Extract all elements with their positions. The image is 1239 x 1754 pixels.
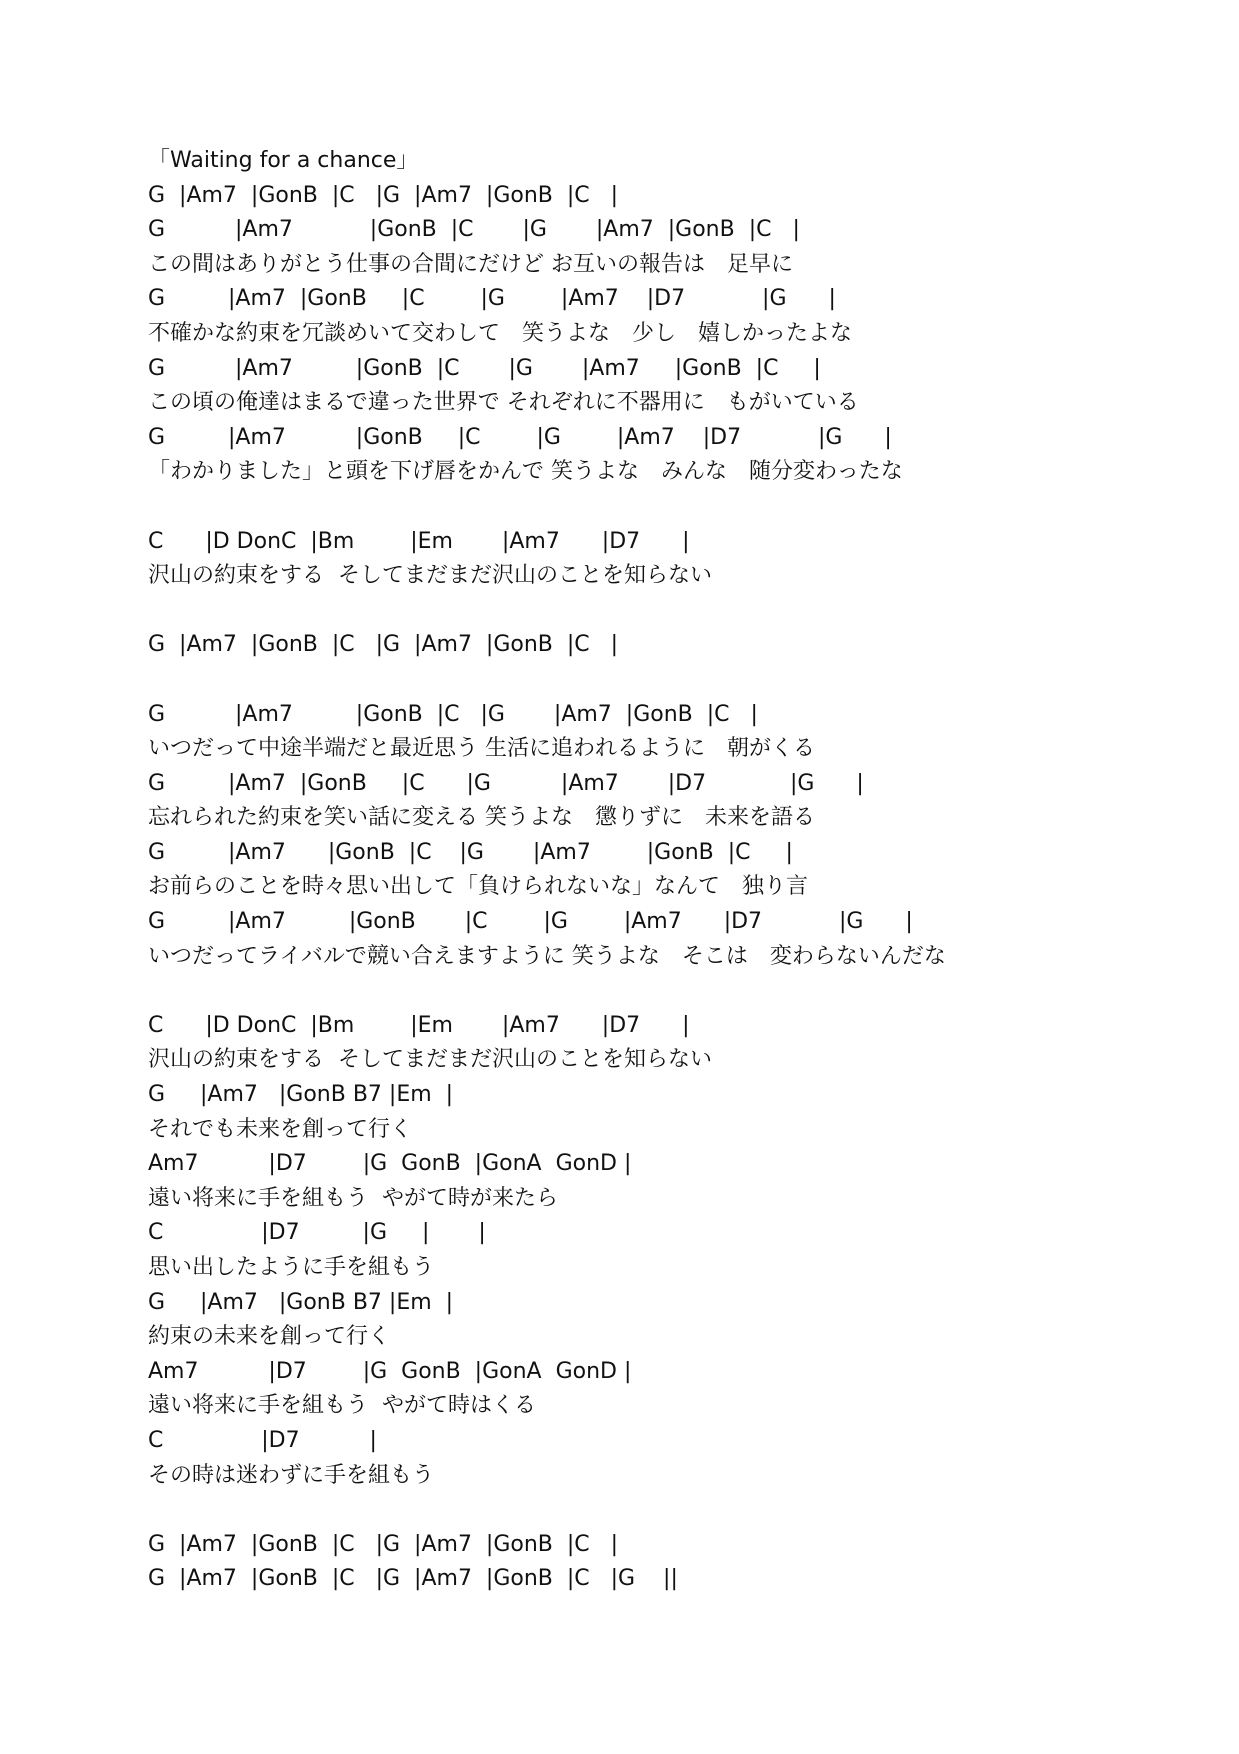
lyric-line: それでも未来を創って行く — [148, 1116, 413, 1142]
blank-line — [148, 974, 1208, 1009]
chord-line: C |D7 | — [148, 1427, 377, 1453]
song-body — [148, 179, 1208, 1597]
lyric-line: 約束の未来を創って行く — [148, 1324, 391, 1350]
chord-line: G |Am7 |GonB |C |G |Am7 |GonB |C | — [148, 632, 619, 658]
chord-line: C |D DonC |Bm |Em |Am7 |D7 | — [148, 528, 690, 554]
lyric-line: この間はありがとう仕事の合間にだけど お互いの報告は 足早に — [148, 251, 793, 277]
lyric-line: この頃の俺達はまるで違った世界で それぞれに不器用に もがいている — [148, 390, 859, 416]
lyric-line: 遠い将来に手を組もう やがて時が来たら — [148, 1185, 558, 1211]
chord-line: C |D DonC |Bm |Em |Am7 |D7 | — [148, 1012, 690, 1038]
lyric-line: 不確かな約束を冗談めいて交わして 笑うよな 少し 嬉しかったよな — [148, 320, 853, 346]
song-sheet — [148, 144, 1208, 1597]
chord-line: G |Am7 |GonB |C |G |Am7 |GonB |C | — [148, 839, 793, 865]
chord-line: G |Am7 |GonB |C |G |Am7 |D7 |G | — [148, 424, 892, 450]
chord-line: G |Am7 |GonB |C |G |Am7 |GonB |C | — [148, 1531, 619, 1557]
chord-line: G |Am7 |GonB |C |G |Am7 |D7 |G | — [148, 909, 913, 935]
song-title: 「Waiting for a chance」 — [148, 148, 419, 173]
lyric-line: いつだって中途半端だと最近思う 生活に追われるように 朝がくる — [148, 736, 815, 762]
chord-line: G |Am7 |GonB |C |G |Am7 |GonB |C | — [148, 217, 800, 243]
lyric-line: 遠い将来に手を組もう やがて時はくる — [148, 1393, 536, 1419]
chord-line: G |Am7 |GonB |C |G |Am7 |D7 |G | — [148, 286, 836, 312]
chord-line: G |Am7 |GonB B7 |Em | — [148, 1082, 454, 1108]
chord-line: G |Am7 |GonB |C |G |Am7 |GonB |C | — [148, 701, 758, 727]
chord-line: Am7 |D7 |G GonB |GonA GonD | — [148, 1151, 632, 1177]
chord-line: G |Am7 |GonB |C |G |Am7 |D7 |G | — [148, 770, 864, 796]
chord-line: C |D7 |G | | — [148, 1220, 486, 1246]
lyric-line: 思い出したように手を組もう — [148, 1255, 435, 1280]
blank-line — [148, 594, 1208, 629]
lyric-line: 「わかりました」と頭を下げ唇をかんで 笑うよな みんな 随分変わったな — [148, 459, 903, 485]
blank-line — [148, 1493, 1208, 1528]
lyric-line: 忘れられた約束を笑い話に変える 笑うよな 懲りずに 未来を語る — [148, 805, 815, 831]
lyric-line: いつだってライバルで競い合えますように 笑うよな そこは 変わらないんだな — [148, 943, 946, 969]
lyric-line: 沢山の約束をする そしてまだまだ沢山のことを知らない — [148, 1047, 712, 1073]
lyric-line: その時は迷わずに手を組もう — [148, 1462, 435, 1488]
blank-line — [148, 490, 1208, 525]
lyric-line: お前らのことを時々思い出して「負けられないな」なんて 独り言 — [148, 874, 809, 900]
chord-line: G |Am7 |GonB B7 |Em | — [148, 1289, 454, 1315]
blank-line — [148, 663, 1208, 698]
chord-line: G |Am7 |GonB |C |G |Am7 |GonB |C | — [148, 182, 619, 208]
chord-line: Am7 |D7 |G GonB |GonA GonD | — [148, 1358, 632, 1384]
lyric-line: 沢山の約束をする そしてまだまだ沢山のことを知らない — [148, 563, 712, 589]
chord-line: G |Am7 |GonB |C |G |Am7 |GonB |C | — [148, 355, 821, 381]
chord-line: G |Am7 |GonB |C |G |Am7 |GonB |C |G || — [148, 1566, 678, 1592]
